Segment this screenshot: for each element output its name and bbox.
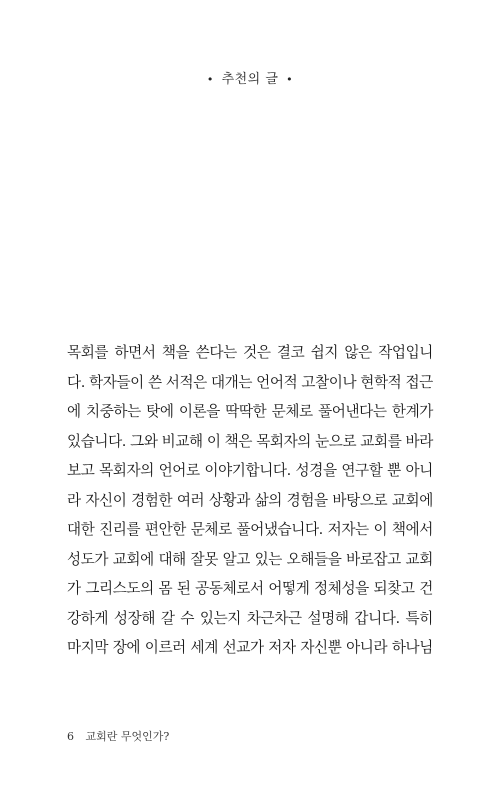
body-line <box>67 545 433 575</box>
body-word: 있는지 <box>199 609 241 627</box>
page-number: 6 <box>67 730 74 743</box>
body-line <box>67 368 433 398</box>
body-word: 이 <box>373 521 388 538</box>
body-line <box>67 604 433 634</box>
body-word: 성경을 <box>295 462 337 479</box>
body-word: 딱딱한 <box>225 403 267 420</box>
body-word: 연구할 <box>341 462 383 479</box>
body-word: 그리스도의 <box>85 580 154 597</box>
body-word: 바탕으로 <box>332 491 388 509</box>
body-word: 아니라 <box>346 639 388 656</box>
body-line <box>67 397 433 427</box>
body-word: 갑니다. <box>354 609 400 627</box>
body-word: 않은 <box>344 344 372 361</box>
body-word: 경험을 <box>286 491 328 509</box>
body-word: 자신이 <box>85 491 127 509</box>
body-word: 장에 <box>112 639 141 656</box>
heading-title: 추천의 글 <box>221 72 279 87</box>
body-line <box>67 427 433 457</box>
body-word: 서적은 <box>165 373 207 391</box>
body-line <box>67 633 433 663</box>
body-word: 언어적 <box>256 373 298 391</box>
body-word: 선교가 <box>222 639 264 656</box>
body-word: 설명해 <box>307 609 349 627</box>
body-word: 진리를 <box>99 521 141 538</box>
body-word: 되찾고 <box>373 580 415 597</box>
body-word: 쓴 <box>147 373 162 391</box>
body-word: 학자들이 <box>89 373 144 391</box>
body-word: 오해들을 <box>286 550 342 568</box>
body-word: 있습니다. <box>67 432 127 450</box>
body-word: 성도가 <box>67 550 109 568</box>
body-word: 것은 <box>243 344 271 361</box>
body-word: 접근 <box>405 373 433 391</box>
body-word: 한계가 <box>391 403 433 420</box>
body-word: 결코 <box>276 344 305 361</box>
body-word: 특히 <box>405 609 433 627</box>
body-line <box>67 338 433 368</box>
body-word: 이야기합니다. <box>204 462 291 479</box>
body-word: 그와 <box>130 432 158 450</box>
body-word: 고찰이나 <box>301 373 357 391</box>
body-word: 문체로 <box>271 403 313 420</box>
body-word: 대개는 <box>210 373 253 391</box>
body-word: 대한 <box>67 521 95 538</box>
body-word: 삶의 <box>254 491 282 509</box>
body-word: 라 <box>67 491 81 509</box>
body-word: 공동체로서 <box>195 580 264 597</box>
body-word: 경험한 <box>131 491 173 509</box>
body-word: 교회에 <box>391 491 433 509</box>
running-title: 교회란 무엇인가? <box>85 730 170 743</box>
body-word: 이 <box>206 432 221 450</box>
body-word: 잘못 <box>190 550 218 568</box>
body-word: 교회 <box>405 550 433 568</box>
page-footer <box>67 728 169 744</box>
body-word: 가 <box>67 580 81 597</box>
body-word: 정체성을 <box>314 580 369 597</box>
body-word: 비교해 <box>161 432 203 450</box>
body-word: 목회자의 <box>99 462 154 479</box>
body-word: 상황과 <box>208 491 250 509</box>
body-word: 성장해 <box>113 609 156 627</box>
body-word: 알고 <box>222 550 250 568</box>
body-word: 바로잡고 <box>346 550 401 568</box>
body-word: 있는 <box>254 550 283 568</box>
body-word: 된 <box>176 580 191 597</box>
body-word: 뿐 <box>387 462 401 479</box>
body-word: 교회를 <box>360 432 402 450</box>
section-heading <box>0 68 500 87</box>
body-word: 차근차근 <box>246 609 302 627</box>
body-line <box>67 456 433 486</box>
body-word: 쓴다는 <box>195 344 237 361</box>
body-word: 치중하는 <box>86 403 141 420</box>
body-word: 자신뿐 <box>300 639 342 656</box>
body-word: 세계 <box>190 639 218 656</box>
body-word: 아니 <box>405 462 433 479</box>
body-word: 저자 <box>268 639 296 656</box>
body-word: 책에서 <box>391 521 433 538</box>
body-word: 눈으로 <box>315 432 357 450</box>
body-word: 쉽지 <box>310 344 339 361</box>
body-word: 몸 <box>158 580 173 597</box>
body-word: 편안한 <box>144 521 186 538</box>
heading-bullet-left: • <box>206 73 214 86</box>
body-word: 하면서 <box>114 344 156 361</box>
body-word: 문체로 <box>190 521 232 538</box>
body-word: 책은 <box>224 432 253 450</box>
body-word: 다. <box>67 373 85 391</box>
body-word: 작업입니 <box>378 344 433 361</box>
body-word: 하나님 <box>391 639 433 656</box>
body-line <box>67 515 433 545</box>
body-word: 여러 <box>176 491 205 509</box>
body-word: 수 <box>180 609 195 627</box>
body-word: 건 <box>419 580 433 597</box>
body-paragraph <box>67 338 433 663</box>
heading-bullet-right: • <box>286 73 294 86</box>
body-word: 어떻게 <box>268 580 310 597</box>
body-word: 이론을 <box>178 403 220 420</box>
body-word: 에 <box>67 403 81 420</box>
body-word: 목회자의 <box>256 432 311 450</box>
body-word: 교회에 <box>112 550 154 568</box>
body-word: 대해 <box>158 550 186 568</box>
body-word: 저자는 <box>327 521 369 538</box>
body-word: 바라 <box>405 432 433 450</box>
body-word: 보고 <box>67 462 95 479</box>
body-line <box>67 574 433 604</box>
body-word: 현학적 <box>360 373 402 391</box>
body-word: 풀어낸다는 <box>318 403 387 420</box>
body-line <box>67 486 433 516</box>
body-word: 언어로 <box>158 462 200 479</box>
body-word: 이르러 <box>144 639 186 656</box>
body-word: 책을 <box>161 344 190 361</box>
body-word: 강하게 <box>67 609 109 627</box>
body-word: 목회를 <box>67 344 109 361</box>
body-word: 풀어냈습니다. <box>236 521 323 538</box>
body-word: 마지막 <box>67 639 109 656</box>
body-word: 갈 <box>160 609 175 627</box>
body-word: 탓에 <box>146 403 174 420</box>
